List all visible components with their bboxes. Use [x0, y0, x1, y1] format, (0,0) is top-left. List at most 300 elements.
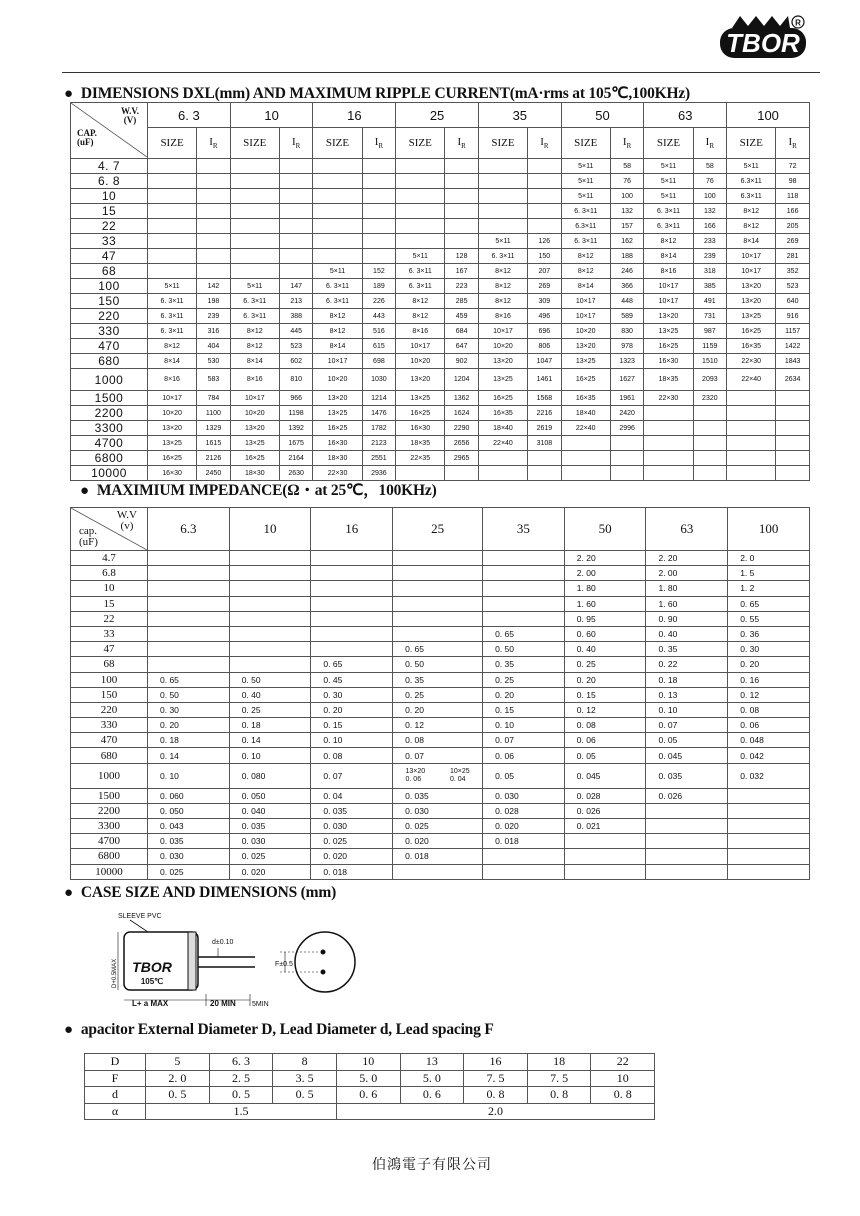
size-cell: 5×11 — [148, 279, 197, 294]
ripple-cell: 2634 — [776, 369, 810, 391]
ripple-cell — [693, 436, 727, 451]
impedance-cell — [311, 551, 393, 566]
impedance-cell: 0. 50 — [229, 672, 311, 687]
impedance-cell: 2. 20 — [646, 551, 728, 566]
ripple-cell: 142 — [197, 279, 231, 294]
alpha-row — [85, 1103, 655, 1120]
ripple-cell — [528, 159, 562, 174]
value-cell: 5. 0 — [336, 1070, 400, 1087]
ripple-cell: 72 — [776, 159, 810, 174]
ripple-cell: 784 — [197, 391, 231, 406]
size-cell: 13×25 — [561, 354, 610, 369]
capacitance-cell: 33 — [71, 234, 148, 249]
size-cell: 8×12 — [313, 324, 362, 339]
ripple-cell: 126 — [528, 234, 562, 249]
impedance-cell: 0. 10 — [483, 718, 565, 733]
size-cell: 10×17 — [727, 249, 776, 264]
capacitance-cell: 4. 7 — [71, 159, 148, 174]
size-cell: 5×11 — [644, 174, 693, 189]
size-cell: 5×11 — [313, 264, 362, 279]
impedance-cell: 0. 14 — [148, 748, 230, 763]
capacitance-cell: 100 — [71, 672, 148, 687]
size-cell: 6. 3×11 — [148, 324, 197, 339]
ripple-cell: 1100 — [197, 406, 231, 421]
ripple-cell: 118 — [776, 189, 810, 204]
ripple-cell: 58 — [693, 159, 727, 174]
ripple-cell — [362, 159, 396, 174]
ripple-cell — [279, 249, 313, 264]
ripple-cell: 166 — [776, 204, 810, 219]
ripple-cell: 1843 — [776, 354, 810, 369]
size-cell: 22×30 — [313, 466, 362, 481]
size-cell: 10×17 — [727, 264, 776, 279]
table-row — [71, 264, 810, 279]
impedance-cell — [148, 566, 230, 581]
ripple-cell — [279, 174, 313, 189]
impedance-cell: 0. 05 — [564, 748, 646, 763]
size-cell: 13×25 — [313, 406, 362, 421]
value-cell: 0. 5 — [209, 1087, 273, 1104]
ripple-cell: 731 — [693, 309, 727, 324]
voltage-header-cell: 63 — [644, 103, 727, 128]
impedance-cell: 0. 36 — [728, 626, 810, 641]
size-header-cell: SIZE — [313, 128, 362, 159]
ripple-cell: 352 — [776, 264, 810, 279]
capacitance-cell: 1000 — [71, 763, 148, 788]
size-cell — [478, 174, 527, 189]
ripple-cell — [279, 189, 313, 204]
size-cell: 13×20 — [230, 421, 279, 436]
impedance-cell: 0. 020 — [483, 819, 565, 834]
ripple-cell: 167 — [445, 264, 479, 279]
ripple-cell: 98 — [776, 174, 810, 189]
ripple-cell: 966 — [279, 391, 313, 406]
size-cell — [148, 219, 197, 234]
ripple-cell: 132 — [610, 204, 644, 219]
ripple-cell: 246 — [610, 264, 644, 279]
size-cell — [230, 204, 279, 219]
ripple-cell — [197, 249, 231, 264]
impedance-cell: 0. 15 — [311, 718, 393, 733]
ripple-cell: 1510 — [693, 354, 727, 369]
capacitance-cell: 22 — [71, 219, 148, 234]
size-cell: 6.3×11 — [727, 189, 776, 204]
size-cell: 8×12 — [396, 309, 445, 324]
impedance-cell — [483, 864, 565, 879]
impedance-cell — [483, 611, 565, 626]
impedance-cell: 0. 035 — [646, 763, 728, 788]
impedance-cell: 0. 07 — [393, 748, 483, 763]
ripple-cell: 496 — [528, 309, 562, 324]
size-cell: 13×25 — [148, 436, 197, 451]
table-row — [71, 849, 810, 864]
capacitance-cell: 330 — [71, 324, 148, 339]
impedance-cell — [229, 566, 311, 581]
size-cell — [727, 421, 776, 436]
ripple-cell — [528, 174, 562, 189]
size-cell: 6. 3×11 — [561, 204, 610, 219]
size-cell: 6. 3×11 — [313, 279, 362, 294]
size-cell: 6. 3×11 — [396, 264, 445, 279]
impedance-cell: 0. 18 — [148, 733, 230, 748]
ripple-cell: 3108 — [528, 436, 562, 451]
impedance-cell: 0. 12 — [393, 718, 483, 733]
impedance-cell: 0. 035 — [393, 788, 483, 803]
value-cell: 0. 6 — [400, 1087, 464, 1104]
table-row — [71, 748, 810, 763]
capacitance-cell: 150 — [71, 687, 148, 702]
impedance-cell: 0. 40 — [229, 687, 311, 702]
size-cell: 13×20 — [561, 339, 610, 354]
size-cell: 5×11 — [230, 279, 279, 294]
ripple-header-cell: $I_R$ — [445, 128, 479, 159]
capacitance-cell: 15 — [71, 596, 148, 611]
ripple-cell — [610, 451, 644, 466]
table-row — [71, 718, 810, 733]
capacitance-cell: 470 — [71, 733, 148, 748]
ripple-cell: 2164 — [279, 451, 313, 466]
size-cell: 5×11 — [644, 159, 693, 174]
ripple-cell: 523 — [279, 339, 313, 354]
ripple-cell: 100 — [610, 189, 644, 204]
ripple-cell: 1204 — [445, 369, 479, 391]
ripple-cell: 318 — [693, 264, 727, 279]
impedance-cell — [229, 657, 311, 672]
ripple-cell: 647 — [445, 339, 479, 354]
impedance-cell: 0. 05 — [646, 733, 728, 748]
ripple-cell: 162 — [610, 234, 644, 249]
ripple-cell — [528, 219, 562, 234]
ripple-cell — [197, 234, 231, 249]
size-cell: 13×25 — [478, 369, 527, 391]
capacitance-cell: 4700 — [71, 436, 148, 451]
ripple-cell: 1627 — [610, 369, 644, 391]
size-cell: 22×35 — [396, 451, 445, 466]
ripple-cell: 152 — [362, 264, 396, 279]
size-cell — [396, 189, 445, 204]
size-cell: 8×14 — [644, 249, 693, 264]
table-row — [71, 406, 810, 421]
size-cell: 16×30 — [644, 354, 693, 369]
impedance-cell: 0. 16 — [728, 672, 810, 687]
impedance-cell: 0. 90 — [646, 611, 728, 626]
impedance-cell — [483, 581, 565, 596]
size-cell: 10×17 — [148, 391, 197, 406]
impedance-cell — [148, 657, 230, 672]
table-corner-cell — [71, 508, 148, 551]
impedance-cell: 0. 021 — [564, 819, 646, 834]
row-label-cell: D — [85, 1054, 146, 1071]
impedance-cell: 0. 65 — [483, 626, 565, 641]
ripple-cell: 76 — [693, 174, 727, 189]
impedance-cell: 0. 030 — [483, 788, 565, 803]
size-cell — [313, 174, 362, 189]
capacitance-cell: 10000 — [71, 864, 148, 879]
size-cell: 18×35 — [644, 369, 693, 391]
size-cell: 10×17 — [561, 309, 610, 324]
ripple-cell: 366 — [610, 279, 644, 294]
size-cell — [727, 391, 776, 406]
size-cell: 16×35 — [727, 339, 776, 354]
impedance-table — [70, 507, 810, 880]
impedance-cell: 0. 10 — [148, 763, 230, 788]
ripple-cell: 223 — [445, 279, 479, 294]
size-header-cell: SIZE — [727, 128, 776, 159]
size-cell: 8×16 — [644, 264, 693, 279]
ripple-cell: 2420 — [610, 406, 644, 421]
size-cell — [727, 451, 776, 466]
impedance-cell: 0. 20 — [728, 657, 810, 672]
impedance-cell: 2. 20 — [564, 551, 646, 566]
impedance-cell: 0. 050 — [148, 803, 230, 818]
ripple-current-table — [70, 102, 810, 481]
impedance-cell: 1. 80 — [564, 581, 646, 596]
impedance-cell: 0. 20 — [148, 718, 230, 733]
subheader-row — [71, 128, 810, 159]
impedance-cell — [393, 551, 483, 566]
impedance-cell: 0. 043 — [148, 819, 230, 834]
table-row — [85, 1070, 655, 1087]
impedance-cell — [393, 864, 483, 879]
impedance-cell: 0. 40 — [564, 642, 646, 657]
impedance-cell: 0. 025 — [148, 864, 230, 879]
table-row — [71, 687, 810, 702]
table-row — [71, 803, 810, 818]
size-cell — [313, 234, 362, 249]
ripple-cell — [362, 219, 396, 234]
table-row — [71, 369, 810, 391]
size-cell: 8×12 — [396, 294, 445, 309]
diameter-table — [84, 1053, 655, 1120]
capacitance-cell: 10000 — [71, 466, 148, 481]
size-cell: 13×25 — [230, 436, 279, 451]
size-cell: 8×14 — [148, 354, 197, 369]
ripple-cell: 1615 — [197, 436, 231, 451]
size-header-cell: SIZE — [478, 128, 527, 159]
size-header-cell: SIZE — [644, 128, 693, 159]
impedance-cell: 0. 050 — [229, 788, 311, 803]
ripple-cell: 806 — [528, 339, 562, 354]
capacitance-cell: 330 — [71, 718, 148, 733]
ripple-cell: 239 — [693, 249, 727, 264]
impedance-cell: 0. 08 — [311, 748, 393, 763]
size-cell: 22×40 — [727, 369, 776, 391]
ripple-cell — [776, 436, 810, 451]
size-cell: 10×20 — [478, 339, 527, 354]
table-row — [71, 626, 810, 641]
ripple-cell: 443 — [362, 309, 396, 324]
company-name-footer: 伯鴻電子有限公司 — [372, 1157, 492, 1173]
size-cell: 16×30 — [396, 421, 445, 436]
impedance-cell — [728, 803, 810, 818]
ripple-cell — [279, 264, 313, 279]
capacitance-cell: 22 — [71, 611, 148, 626]
impedance-cell — [564, 849, 646, 864]
ripple-cell: 1782 — [362, 421, 396, 436]
ripple-cell: 147 — [279, 279, 313, 294]
size-cell: 13×20 — [727, 279, 776, 294]
value-cell: 0. 8 — [464, 1087, 528, 1104]
table-corner-cell — [71, 103, 148, 159]
table-row — [71, 391, 810, 406]
voltage-header-cell: 63 — [646, 508, 728, 551]
ripple-cell: 459 — [445, 309, 479, 324]
size-cell: 5×11 — [396, 249, 445, 264]
ripple-cell: 188 — [610, 249, 644, 264]
impedance-cell: 0. 35 — [483, 657, 565, 672]
table-row — [71, 864, 810, 879]
ripple-cell: 198 — [197, 294, 231, 309]
ripple-cell — [279, 234, 313, 249]
ripple-cell — [279, 219, 313, 234]
ripple-cell — [776, 466, 810, 481]
size-cell: 8×12 — [478, 264, 527, 279]
impedance-cell: 0. 65 — [393, 642, 483, 657]
impedance-cell: 0. 25 — [564, 657, 646, 672]
impedance-cell — [728, 788, 810, 803]
table-row — [71, 159, 810, 174]
impedance-cell: 0. 05 — [483, 763, 565, 788]
ripple-cell: 76 — [610, 174, 644, 189]
value-cell: 0. 8 — [527, 1087, 591, 1104]
ripple-cell: 207 — [528, 264, 562, 279]
impedance-cell: 0. 22 — [646, 657, 728, 672]
ripple-cell: 1159 — [693, 339, 727, 354]
size-cell — [561, 436, 610, 451]
voltage-header-cell: 10 — [230, 103, 313, 128]
wv-label: W.V (v) — [116, 509, 137, 532]
ripple-cell: 530 — [197, 354, 231, 369]
ripple-cell — [197, 219, 231, 234]
value-cell: 3. 5 — [273, 1070, 337, 1087]
impedance-cell: 0. 030 — [148, 849, 230, 864]
ripple-cell — [197, 159, 231, 174]
size-cell: 18×35 — [396, 436, 445, 451]
size-cell — [478, 219, 527, 234]
table-row — [71, 788, 810, 803]
size-cell: 13×20 — [148, 421, 197, 436]
ripple-cell — [776, 406, 810, 421]
size-cell: 22×40 — [561, 421, 610, 436]
impedance-cell: 0. 55 — [728, 611, 810, 626]
impedance-cell: 0. 60 — [564, 626, 646, 641]
voltage-header-cell: 6.3 — [148, 508, 230, 551]
capacitance-cell: 220 — [71, 702, 148, 717]
impedance-cell: 0. 030 — [393, 803, 483, 818]
ripple-cell: 309 — [528, 294, 562, 309]
size-cell — [644, 406, 693, 421]
ripple-cell: 491 — [693, 294, 727, 309]
size-cell: 8×12 — [148, 339, 197, 354]
value-cell: 7. 5 — [464, 1070, 528, 1087]
table-row — [71, 596, 810, 611]
capacitance-cell: 33 — [71, 626, 148, 641]
impedance-cell: 0. 30 — [311, 687, 393, 702]
ripple-section-heading: ● DIMENSIONS DXL(mm) AND MAXIMUM RIPPLE CURRENT(mA·rms at 105℃,100KHz) — [64, 85, 690, 102]
lead-spacing-label: F±0.5 — [275, 961, 293, 968]
size-cell: 8×16 — [148, 369, 197, 391]
impedance-cell: 0. 020 — [393, 834, 483, 849]
ripple-cell — [776, 451, 810, 466]
capacitance-cell: 47 — [71, 249, 148, 264]
ripple-cell: 583 — [197, 369, 231, 391]
impedance-cell — [646, 819, 728, 834]
ripple-cell — [362, 234, 396, 249]
capacitance-cell: 2200 — [71, 406, 148, 421]
capacitance-cell: 1000 — [71, 369, 148, 391]
size-cell: 6. 3×11 — [148, 309, 197, 324]
impedance-cell: 0. 080 — [229, 763, 311, 788]
ripple-cell: 2936 — [362, 466, 396, 481]
table-row — [71, 581, 810, 596]
voltage-header-cell: 10 — [229, 508, 311, 551]
size-cell — [644, 421, 693, 436]
ripple-cell: 640 — [776, 294, 810, 309]
impedance-cell: 0. 50 — [148, 687, 230, 702]
impedance-cell: 0. 06 — [483, 748, 565, 763]
impedance-cell: 0. 018 — [393, 849, 483, 864]
size-cell — [313, 159, 362, 174]
size-cell: 10×17 — [313, 354, 362, 369]
impedance-cell: 1. 2 — [728, 581, 810, 596]
capacitance-cell: 470 — [71, 339, 148, 354]
size-cell: 22×30 — [644, 391, 693, 406]
ripple-header-cell: $I_R$ — [197, 128, 231, 159]
impedance-cell: 0. 025 — [393, 819, 483, 834]
table-row — [71, 566, 810, 581]
size-cell: 22×40 — [478, 436, 527, 451]
voltage-header-cell: 35 — [478, 103, 561, 128]
capacitance-cell: 15 — [71, 204, 148, 219]
table-row — [71, 421, 810, 436]
impedance-cell: 0. 060 — [148, 788, 230, 803]
impedance-cell — [646, 864, 728, 879]
size-cell: 16×25 — [478, 391, 527, 406]
size-cell — [727, 466, 776, 481]
dmax-label: D+0.5MAX — [112, 958, 118, 988]
table-row — [71, 702, 810, 717]
impedance-cell — [229, 581, 311, 596]
size-cell: 13×25 — [727, 309, 776, 324]
size-cell: 13×20 — [644, 309, 693, 324]
size-cell: 8×12 — [478, 279, 527, 294]
size-cell: 5×11 — [644, 189, 693, 204]
size-cell: 6. 3×11 — [561, 234, 610, 249]
impedance-cell: 0. 025 — [229, 849, 311, 864]
capacitance-cell: 3300 — [71, 421, 148, 436]
size-cell: 8×12 — [561, 249, 610, 264]
ripple-cell: 1323 — [610, 354, 644, 369]
ripple-cell: 448 — [610, 294, 644, 309]
size-cell: 8×16 — [478, 309, 527, 324]
voltage-header-cell: 6. 3 — [148, 103, 231, 128]
svg-text:TBOR: TBOR — [726, 28, 800, 58]
ripple-cell: 100 — [693, 189, 727, 204]
alpha-large-cell: 2.0 — [336, 1103, 654, 1120]
value-cell: 2. 5 — [209, 1070, 273, 1087]
size-cell: 6. 3×11 — [396, 279, 445, 294]
min20-label: 20 MIN — [210, 999, 236, 1008]
impedance-cell: 0. 20 — [483, 687, 565, 702]
ripple-header-cell: $I_R$ — [528, 128, 562, 159]
table-row — [85, 1054, 655, 1071]
table-row — [71, 189, 810, 204]
table-row — [71, 249, 810, 264]
ripple-cell — [528, 451, 562, 466]
table-row — [71, 204, 810, 219]
impedance-cell — [148, 596, 230, 611]
size-cell — [727, 436, 776, 451]
